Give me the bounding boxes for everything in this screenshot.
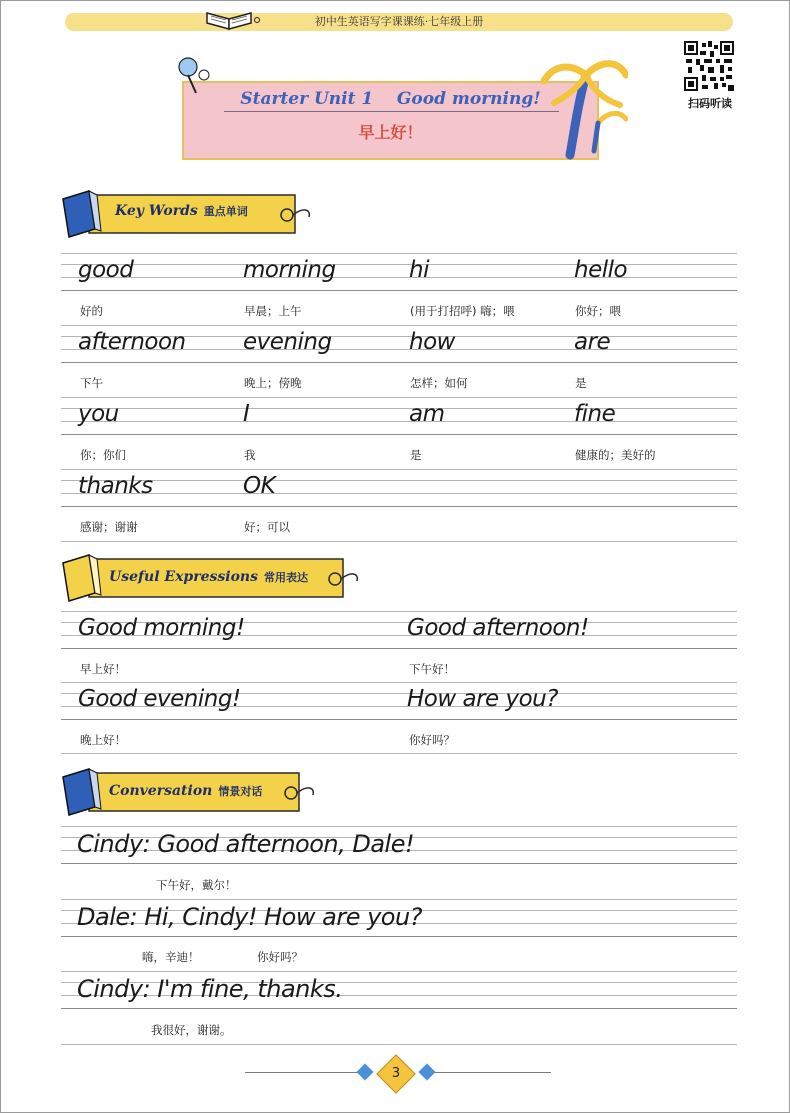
key-word-meaning: 下午	[80, 376, 103, 390]
key-words-title: Key Words	[115, 203, 198, 219]
qr-code-icon[interactable]	[684, 41, 734, 91]
unit-title-en: Starter Unit 1 Good morning!	[240, 89, 541, 109]
conversation-meaning: 嗨，辛迪！	[142, 950, 200, 964]
key-word: evening	[243, 329, 332, 355]
key-word-meaning: (用于打招呼) 嗨；喂	[410, 304, 515, 318]
conversation-line: Cindy: Good afternoon, Dale!	[77, 830, 415, 858]
footer-line-right	[427, 1072, 551, 1073]
conversation-title: Conversation	[109, 783, 213, 799]
key-word-meaning: 早晨；上午	[244, 304, 302, 318]
footer-line-left	[245, 1072, 363, 1073]
expression-meaning: 下午好！	[409, 662, 455, 676]
conversation-line: Cindy: I'm fine, thanks.	[77, 975, 343, 1003]
key-word-meaning: 是	[575, 376, 587, 390]
header-bar	[65, 13, 733, 31]
key-word-meaning: 我	[244, 448, 256, 462]
key-word: afternoon	[78, 329, 186, 355]
key-word: morning	[243, 257, 336, 283]
key-word: am	[409, 401, 445, 427]
key-word: fine	[574, 401, 616, 427]
key-word: OK	[243, 473, 276, 499]
key-word-meaning: 健康的；美好的	[575, 448, 656, 462]
key-word-meaning: 是	[410, 448, 422, 462]
unit-title-zh: 早上好！	[358, 123, 423, 142]
key-word-meaning: 你好；喂	[575, 304, 621, 318]
key-word: thanks	[78, 473, 153, 499]
open-book-icon	[201, 5, 261, 31]
diamond-icon	[419, 1064, 436, 1081]
conversation-meaning: 下午好，戴尔！	[156, 878, 237, 892]
key-word: are	[574, 329, 611, 355]
palm-tree-decoration	[168, 53, 628, 163]
expression: Good evening!	[78, 686, 241, 712]
key-word-meaning: 好的	[80, 304, 103, 318]
qr-label: 扫码听读	[688, 97, 732, 110]
expression-meaning: 早上好！	[80, 662, 126, 676]
conversation-heading	[59, 771, 309, 819]
key-word-meaning: 晚上；傍晚	[244, 376, 302, 390]
key-word: hello	[574, 257, 628, 283]
key-word: good	[78, 257, 134, 283]
key-word-meaning: 感谢；谢谢	[80, 520, 138, 534]
key-word: I	[243, 401, 250, 427]
page-number: 3	[391, 1066, 401, 1081]
useful-expressions-title: Useful Expressions	[109, 569, 258, 585]
key-word-meaning: 好；可以	[244, 520, 290, 534]
useful-expressions-title-zh: 常用表达	[263, 571, 308, 584]
conversation-line: Dale: Hi, Cindy! How are you?	[77, 903, 422, 931]
key-word: how	[409, 329, 455, 355]
key-word: hi	[409, 257, 429, 283]
conversation-meaning: 你好吗？	[257, 950, 303, 964]
key-word-meaning: 怎样；如何	[410, 376, 468, 390]
key-words-heading	[59, 191, 299, 239]
expression: Good afternoon!	[407, 615, 589, 641]
key-word-meaning: 你；你们	[80, 448, 126, 462]
key-word: you	[78, 401, 119, 427]
page-number-badge	[376, 1054, 416, 1094]
expression: How are you?	[407, 686, 558, 712]
conversation-meaning: 我很好，谢谢。	[151, 1023, 232, 1037]
expression: Good morning!	[78, 615, 245, 641]
expression-meaning: 晚上好！	[80, 733, 126, 747]
useful-expressions-heading	[59, 557, 349, 605]
expression-meaning: 你好吗？	[409, 733, 455, 747]
conversation-title-zh: 情景对话	[218, 785, 263, 798]
diamond-icon	[357, 1064, 374, 1081]
key-words-title-zh: 重点单词	[203, 205, 248, 218]
book-title: 初中生英语写字课课练·七年级上册	[314, 15, 484, 28]
